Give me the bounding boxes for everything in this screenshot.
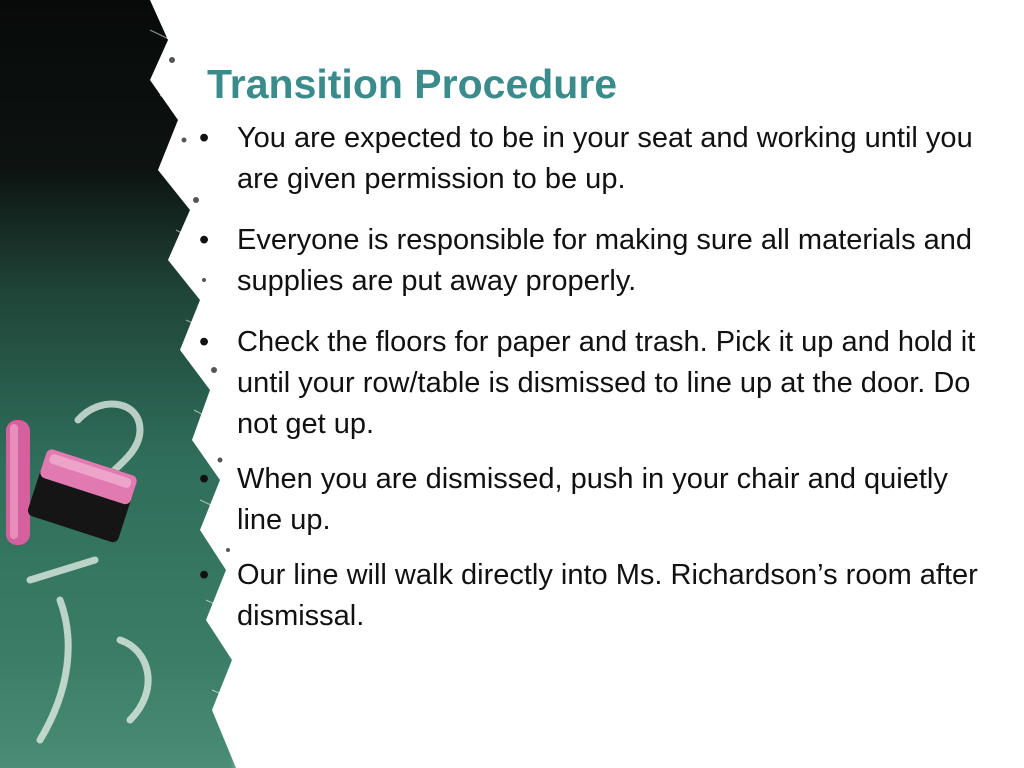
bullet-text: Our line will walk directly into Ms. Richardson’s room after dismissal.	[237, 559, 978, 632]
bullet-item	[197, 118, 987, 200]
bullet-text: When you are dismissed, push in your chair and quietly line up.	[237, 463, 948, 536]
bullet-list	[197, 118, 987, 657]
bullet-marker: •	[199, 559, 210, 591]
bullet-item	[197, 555, 987, 637]
bullet-text: Everyone is responsible for making sure all materials and supplies are put away properly.	[237, 224, 973, 297]
bullet-item	[197, 322, 987, 445]
bullet-marker: •	[199, 122, 210, 154]
bullet-text: Check the floors for paper and trash. Pick it up and hold it until your row/table is dismissed to line up at the door. Do not get up.	[237, 326, 976, 440]
bullet-marker: •	[199, 224, 210, 256]
bullet-text: You are expected to be in your seat and working until you are given permission to be up.	[237, 122, 973, 195]
bullet-marker: •	[199, 326, 210, 358]
bullet-marker: •	[199, 463, 210, 495]
bullet-item	[197, 459, 987, 541]
bullet-item	[197, 220, 987, 302]
slide-title: Transition Procedure	[207, 61, 618, 107]
